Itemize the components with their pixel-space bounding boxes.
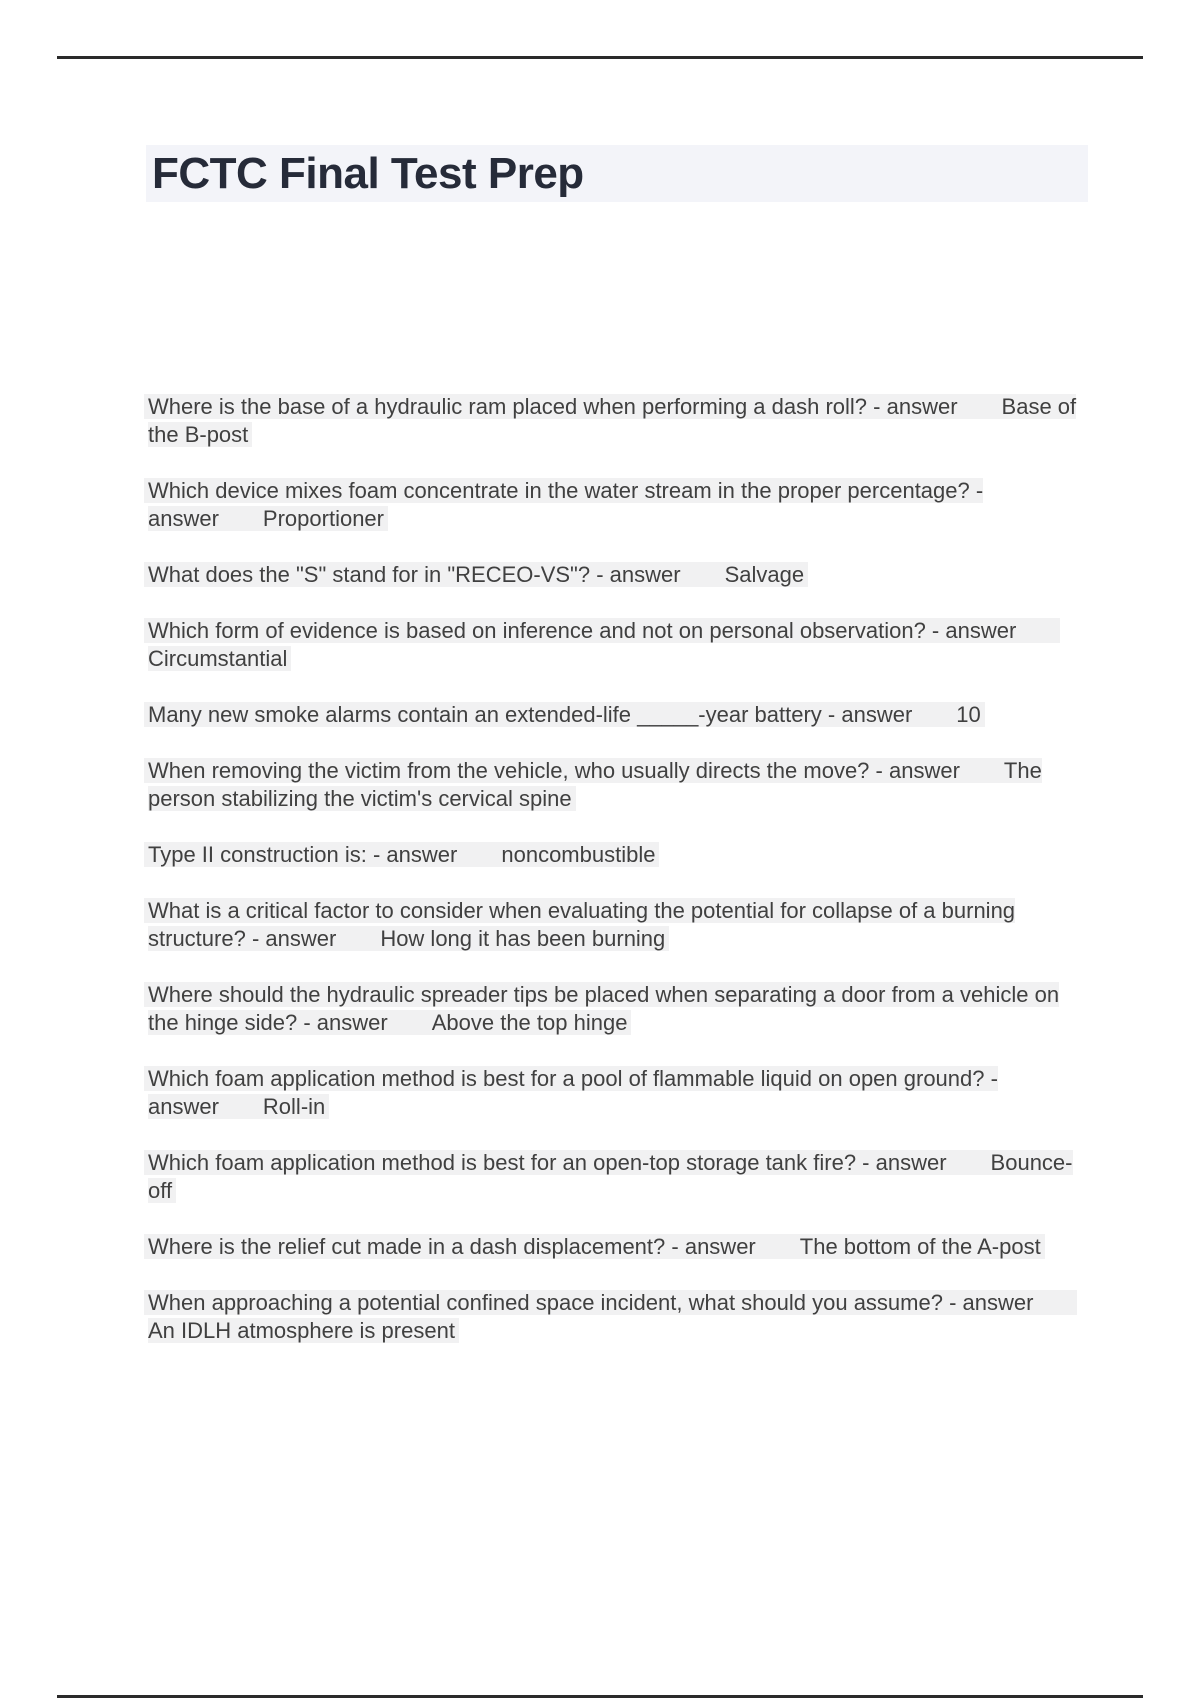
qa-answer: The person stabilizing the victim's cervical spine [148, 758, 1042, 811]
qa-separator: - answer [245, 926, 337, 951]
qa-question: When removing the victim from the vehicle, who usually directs the move? [148, 758, 870, 783]
qa-item-highlight [144, 1066, 998, 1119]
qa-gap [457, 842, 501, 867]
qa-item-highlight [144, 562, 808, 587]
qa-separator: - answer [297, 1010, 388, 1035]
qa-separator: - answer [590, 562, 681, 587]
bottom-rule [57, 1695, 1143, 1698]
qa-gap [1033, 1290, 1077, 1315]
qa-gap [756, 1234, 800, 1259]
qa-separator: - answer [148, 1066, 998, 1119]
qa-item [148, 701, 1092, 729]
qa-item-highlight [144, 702, 985, 727]
qa-answer: Roll-in [262, 1094, 326, 1119]
qa-item [148, 561, 1092, 589]
qa-separator: - answer [366, 842, 458, 867]
qa-answer: 10 [956, 702, 981, 727]
qa-item-highlight [144, 1234, 1045, 1259]
qa-separator: - answer [869, 758, 960, 783]
qa-gap [1016, 618, 1060, 643]
qa-answer: noncombustible [501, 842, 656, 867]
qa-answer: Base of the B-post [148, 394, 1077, 447]
qa-question: Which foam application method is best for an open-top storage tank fire? [148, 1150, 857, 1175]
qa-gap [388, 1010, 432, 1035]
qa-item-highlight [144, 478, 983, 531]
qa-gap [960, 758, 1004, 783]
qa-separator: - answer [665, 1234, 756, 1259]
qa-item-highlight [144, 1150, 1073, 1203]
qa-question: Many new smoke alarms contain an extended-life _____-year battery [148, 702, 822, 727]
qa-answer: Proportioner [262, 506, 384, 531]
qa-item-highlight [144, 982, 1059, 1035]
qa-question: Type II construction is: [148, 842, 367, 867]
qa-separator: - answer [867, 394, 958, 419]
qa-item [148, 1289, 1092, 1345]
qa-gap [912, 702, 956, 727]
qa-answer: The bottom of the A-post [799, 1234, 1041, 1259]
qa-item-highlight [144, 842, 659, 867]
qa-gap [219, 506, 263, 531]
qa-gap [958, 394, 1002, 419]
qa-gap [681, 562, 725, 587]
qa-answer: Circumstantial [148, 646, 288, 671]
qa-question: Where is the base of a hydraulic ram placed when performing a dash roll? [148, 394, 868, 419]
qa-list [148, 393, 1092, 1373]
qa-item-highlight [144, 618, 1060, 671]
qa-question: Where is the relief cut made in a dash displacement? [148, 1234, 666, 1259]
qa-item [148, 1065, 1092, 1121]
qa-item [148, 757, 1092, 813]
qa-item [148, 897, 1092, 953]
qa-item [148, 617, 1092, 673]
qa-gap [219, 1094, 263, 1119]
page-title: FCTC Final Test Prep [146, 145, 1088, 202]
qa-question: What is a critical factor to consider when evaluating the potential for collapse of a burning structure? [148, 898, 1016, 951]
qa-separator: - answer [925, 618, 1017, 643]
qa-answer: Bounce-off [148, 1150, 1073, 1203]
qa-item [148, 841, 1092, 869]
qa-separator: - answer [942, 1290, 1034, 1315]
qa-item-highlight [144, 758, 1042, 811]
qa-answer: An IDLH atmosphere is present [148, 1318, 455, 1343]
qa-answer: Salvage [724, 562, 805, 587]
qa-separator: - answer [148, 478, 984, 531]
qa-question: What does the "S" stand for in "RECEO-VS"? [148, 562, 591, 587]
qa-item [148, 981, 1092, 1037]
qa-question: Where should the hydraulic spreader tips be placed when separating a door from a vehicle on the hinge side? [148, 982, 1060, 1035]
qa-question: Which form of evidence is based on inference and not on personal observation? [148, 618, 926, 643]
qa-item [148, 393, 1092, 449]
qa-item [148, 1149, 1092, 1205]
qa-item [148, 477, 1092, 533]
qa-item-highlight [144, 1290, 1077, 1343]
qa-separator: - answer [856, 1150, 947, 1175]
qa-question: Which device mixes foam concentrate in the water stream in the proper percentage? [148, 478, 970, 503]
qa-separator: - answer [821, 702, 913, 727]
top-rule [57, 56, 1143, 59]
qa-question: Which foam application method is best for a pool of flammable liquid on open ground? [148, 1066, 985, 1091]
qa-item [148, 1233, 1092, 1261]
qa-answer: How long it has been burning [380, 926, 666, 951]
qa-gap [947, 1150, 991, 1175]
qa-question: When approaching a potential confined space incident, what should you assume? [148, 1290, 943, 1315]
qa-item-highlight [144, 898, 1015, 951]
qa-gap [336, 926, 380, 951]
qa-answer: Above the top hinge [431, 1010, 628, 1035]
qa-item-highlight [144, 394, 1076, 447]
